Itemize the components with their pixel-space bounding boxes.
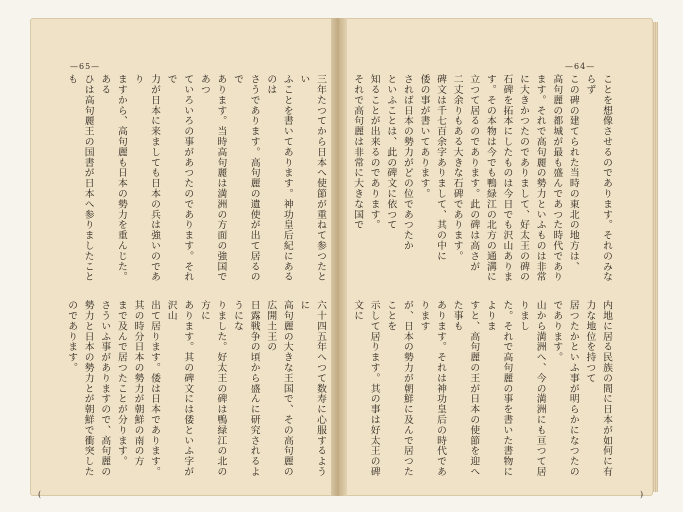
text-column: すと、高句麗の王が日本の使節を迎へた事も [451,300,480,477]
text-column: 三年たつてから日本へ使節が重ねて参つたとい [298,74,326,282]
book-gutter [331,18,347,496]
text-column: この碑の建てられた当時の東北の地方は、 [567,74,579,272]
text-column: 石碑を拓本にしたものは今日でも沢山ありま [501,74,513,282]
left-page-bottom-text [66,300,328,485]
right-header-text: —64— [565,62,596,71]
page-edges [652,22,658,492]
text-column: といふことは、此の碑文に依つて [385,74,397,230]
text-column: に大きかつたのでありまして、好太王の碑の [518,74,530,282]
right-page-header [565,62,595,71]
text-column: 高句麗の都城が最も盛んであつた時代であり [551,74,563,282]
text-column: りました。好太王の碑は鴨緑江の北の方に [198,300,227,477]
text-column: 勢力と日本の勢力とが朝鮮で衝突した [82,300,94,477]
text-column: 力が日本に来ましても日本の兵は強いのであり [132,74,161,282]
text-column: 日露戦争の頃から盛んに研究されるようにな [232,300,260,477]
text-column: が、日本の勢力が朝鮮に及んで居つたことを [385,300,413,477]
text-column: 倭の事が書いてあります。 [418,74,430,199]
text-column: さうであります。高句麗の遺使が出て居るので [232,74,260,282]
left-page-top-text [66,74,328,284]
right-bracket: ) [640,490,644,499]
text-column: 其の時分日本の勢力が朝鮮の南の方 [132,300,144,467]
text-column: されば日本の勢力がどの位であつたか [401,74,413,251]
text-column: 出て居ります。倭は日本であります。 [149,300,161,477]
text-column: ます。それで高句麗の勢力といふものは非常 [534,74,546,282]
text-column: ことを想像させるのであります。それのみならず [584,74,612,282]
text-column: 内地に居る民族の間に日本が如何に有力な地位を持つて [584,300,612,477]
text-column: ていろいろの事があつたのであります。それで [165,74,194,282]
text-column: ひは高句麗王の国書が日本へ参りましたことも [66,74,94,282]
text-column: 二丈余りもある大きな石碑であります。 [451,74,463,262]
text-column: あります。其の碑文には倭といふ字が沢山 [165,300,194,477]
text-column: 高句麗の大きな王国で、その高句麗の広開土王の [265,300,293,477]
text-column: あります。それは神功皇后の時代であります [418,300,447,477]
left-page-header [70,62,100,71]
right-page-bottom-text [352,300,614,485]
text-column: まで及んで居つたことが分ります。 [115,300,127,467]
text-column: 碑文は千七百余字ありまして、其の中に [435,74,447,262]
left-bracket: ( [38,490,42,499]
text-column: 立つて居るのであります。此の碑は高さが [468,74,480,272]
text-column: 居つたかといふ事が明らかになつたのであります。 [551,300,579,477]
text-column: す。その本物は今でも鴨緑江の北方の通溝に [484,74,496,282]
text-column: さういふ事がありますので、高句麗の [99,300,111,477]
text-column: あります。当時高句麗は満洲の方面の強国であつ [198,74,227,282]
text-column: 示して居ります。其の事は好太王の碑文に [352,300,380,477]
text-column: た。それで高句麗の事を書いた書物によりま [484,300,513,477]
text-column: 山から満洲へ、今の満洲にも亘つて居りまし [518,300,546,477]
text-column: ますから、高句麗も日本の勢力を重んじた。ある [99,74,127,282]
text-column: のであります。 [66,300,78,373]
left-header-text: —65— [70,62,101,71]
text-column: ふことを書いてあります。神功皇后紀にあるのは [265,74,293,282]
right-page-top-text [352,74,614,284]
text-column: 六十四五年へつて数寿に心服するように [298,300,326,477]
text-column: 知ることが出来るのであります。 [368,74,380,230]
text-column: それで高句麗は非常に大きな国で [352,74,364,230]
